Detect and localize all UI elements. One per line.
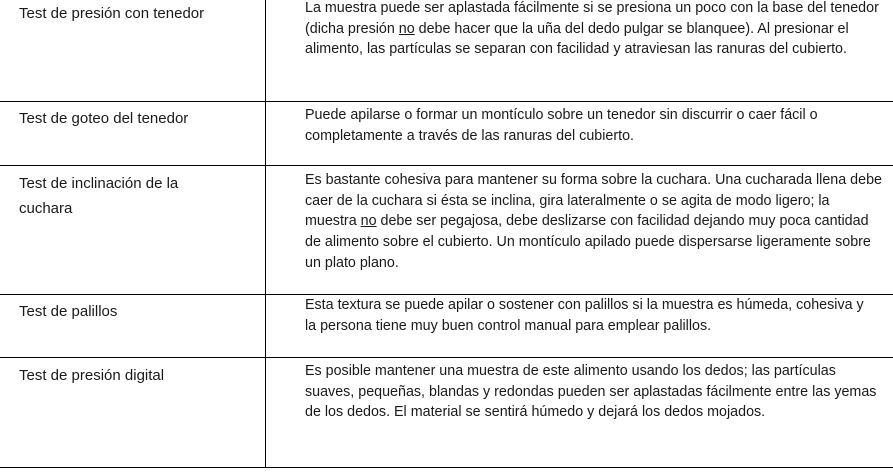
emphasis-underline: no — [398, 20, 415, 37]
test-description — [305, 105, 893, 146]
test-description — [305, 295, 865, 336]
test-name: Test de palillos — [19, 303, 118, 320]
test-description — [305, 361, 880, 423]
test-name: Test de goteo del tenedor — [19, 110, 189, 127]
text-run: La muestra puede ser aplastada fácilmente si se presiona un poco con la base del tenedor (dicha presión — [305, 0, 879, 37]
column-divider — [265, 0, 266, 468]
text-run: Esta textura se puede apilar o sostener con palillos si la muestra es húmeda, cohesiva y la persona tiene muy buen control manual para emplear palillos. — [305, 297, 864, 334]
row-divider — [0, 101, 893, 102]
test-name: Test de inclinación de la cuchara — [19, 175, 179, 217]
test-name: Test de presión digital — [19, 367, 165, 384]
text-run: Es bastante cohesiva para mantener su forma sobre la cuchara. Una cucharada llena debe caer de la cuchara si ésta se inclina, gira lateralmente o se agita de modo ligero; la muestra — [305, 172, 882, 230]
test-description — [305, 0, 893, 60]
row-divider — [0, 165, 893, 166]
text-run: Es posible mantener una muestra de este alimento usando los dedos; las partículas suaves, pequeñas, blandas y redondas pueden ser aplastadas fácilmente entre las yemas de los dedos. El material se sentirá húmedo y dejará los dedos mojados. — [305, 363, 877, 421]
row-divider — [0, 357, 893, 358]
text-run: debe ser pegajosa, debe deslizarse con facilidad dejando muy poca cantidad de alimento sobre el cubierto. Un montículo apilado puede dispersarse ligeramente sobre un plato plano. — [305, 213, 871, 271]
row-divider — [0, 467, 893, 468]
text-run: debe hacer que la uña del dedo pulgar se blanquee). Al presionar el alimento, las partículas se separan con facilidad y atraviesan las ranuras del cubierto. — [305, 20, 849, 58]
text-run: Puede apilarse o formar un montículo sobre un tenedor sin discurrir o caer fácil o completamente a través de las ranuras del cubierto. — [305, 107, 818, 144]
test-description — [305, 170, 885, 274]
test-name: Test de presión con tenedor — [19, 5, 205, 22]
emphasis-underline: no — [360, 213, 377, 230]
